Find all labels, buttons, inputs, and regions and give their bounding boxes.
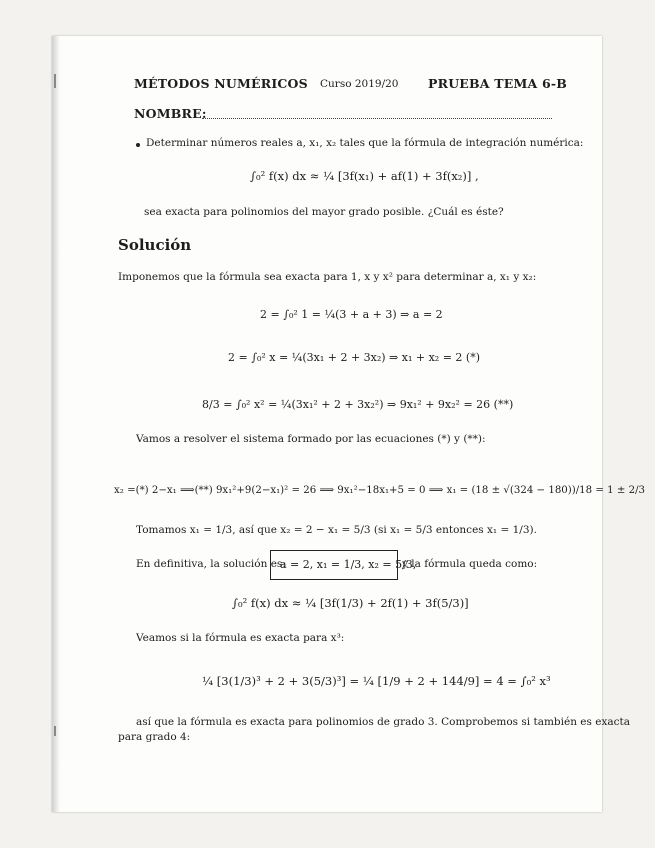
course-year: Curso 2019/20	[320, 78, 399, 90]
scan-mark	[54, 74, 56, 88]
take-value: Tomamos x₁ = 1/3, así que x₂ = 2 − x₁ = 5/3 (si x₁ = 5/3 entonces x₁ = 1/3).	[136, 524, 537, 536]
equation-2: 2 = ∫₀² x = ¼(3x₁ + 2 + 3x₂) ⇒ x₁ + x₂ = 2 (*)	[228, 351, 480, 364]
system-solution: x₂ =(*) 2−x₁ ⟹(**) 9x₁²+9(2−x₁)² = 26 ⟹ 9x₁²−18x₁+5 = 0 ⟹ x₁ = (18 ± √(324 − 180))/18 = 1 ± 2/3	[114, 485, 646, 496]
closing-line-1: así que la fórmula es exacta para polinomios de grado 3. Comprobemos si también es exacta	[136, 716, 631, 728]
equation-3: 8/3 = ∫₀² x² = ¼(3x₁² + 2 + 3x₂²) ⇒ 9x₁² + 9x₂² = 26 (**)	[202, 398, 514, 411]
problem-followup: sea exacta para polinomios del mayor grado posible. ¿Cuál es éste?	[144, 206, 504, 218]
bullet	[136, 143, 140, 147]
final-formula: ∫₀² f(x) dx ≈ ¼ [3f(1/3) + 2f(1) + 3f(5/3)]	[232, 596, 469, 610]
conclusion-post: y la fórmula queda como:	[402, 558, 538, 570]
problem-formula: ∫₀² f(x) dx ≈ ¼ [3f(x₁) + af(1) + 3f(x₂)] ,	[250, 169, 479, 183]
problem-statement: Determinar números reales a, x₁, x₂ tales que la fórmula de integración numérica:	[146, 137, 584, 149]
solution-values: a = 2, x₁ = 1/3, x₂ = 5/3,	[280, 558, 417, 571]
solution-heading: Solución	[118, 236, 192, 254]
page-shadow	[52, 36, 60, 812]
closing-line-2: para grado 4:	[118, 731, 191, 743]
course-title: MÉTODOS NUMÉRICOS	[134, 76, 308, 91]
check-intro: Veamos si la fórmula es exacta para x³:	[136, 632, 345, 644]
test-title: PRUEBA TEMA 6-B	[428, 76, 567, 91]
name-label: NOMBRE:	[134, 106, 207, 121]
conclusion-pre: En definitiva, la solución es:	[136, 558, 286, 570]
exam-sheet	[52, 36, 646, 812]
solution-intro: Imponemos que la fórmula sea exacta para 1, x y x² para determinar a, x₁ y x₂:	[118, 271, 537, 283]
check-equation: ¼ [3(1/3)³ + 2 + 3(5/3)³] = ¼ [1/9 + 2 + 144/9] = 4 = ∫₀² x³	[202, 674, 551, 688]
scan-mark	[54, 726, 56, 736]
equation-1: 2 = ∫₀² 1 = ¼(3 + a + 3) ⇒ a = 2	[260, 308, 443, 321]
system-intro: Vamos a resolver el sistema formado por las ecuaciones (*) y (**):	[136, 433, 486, 445]
name-line	[202, 118, 552, 119]
